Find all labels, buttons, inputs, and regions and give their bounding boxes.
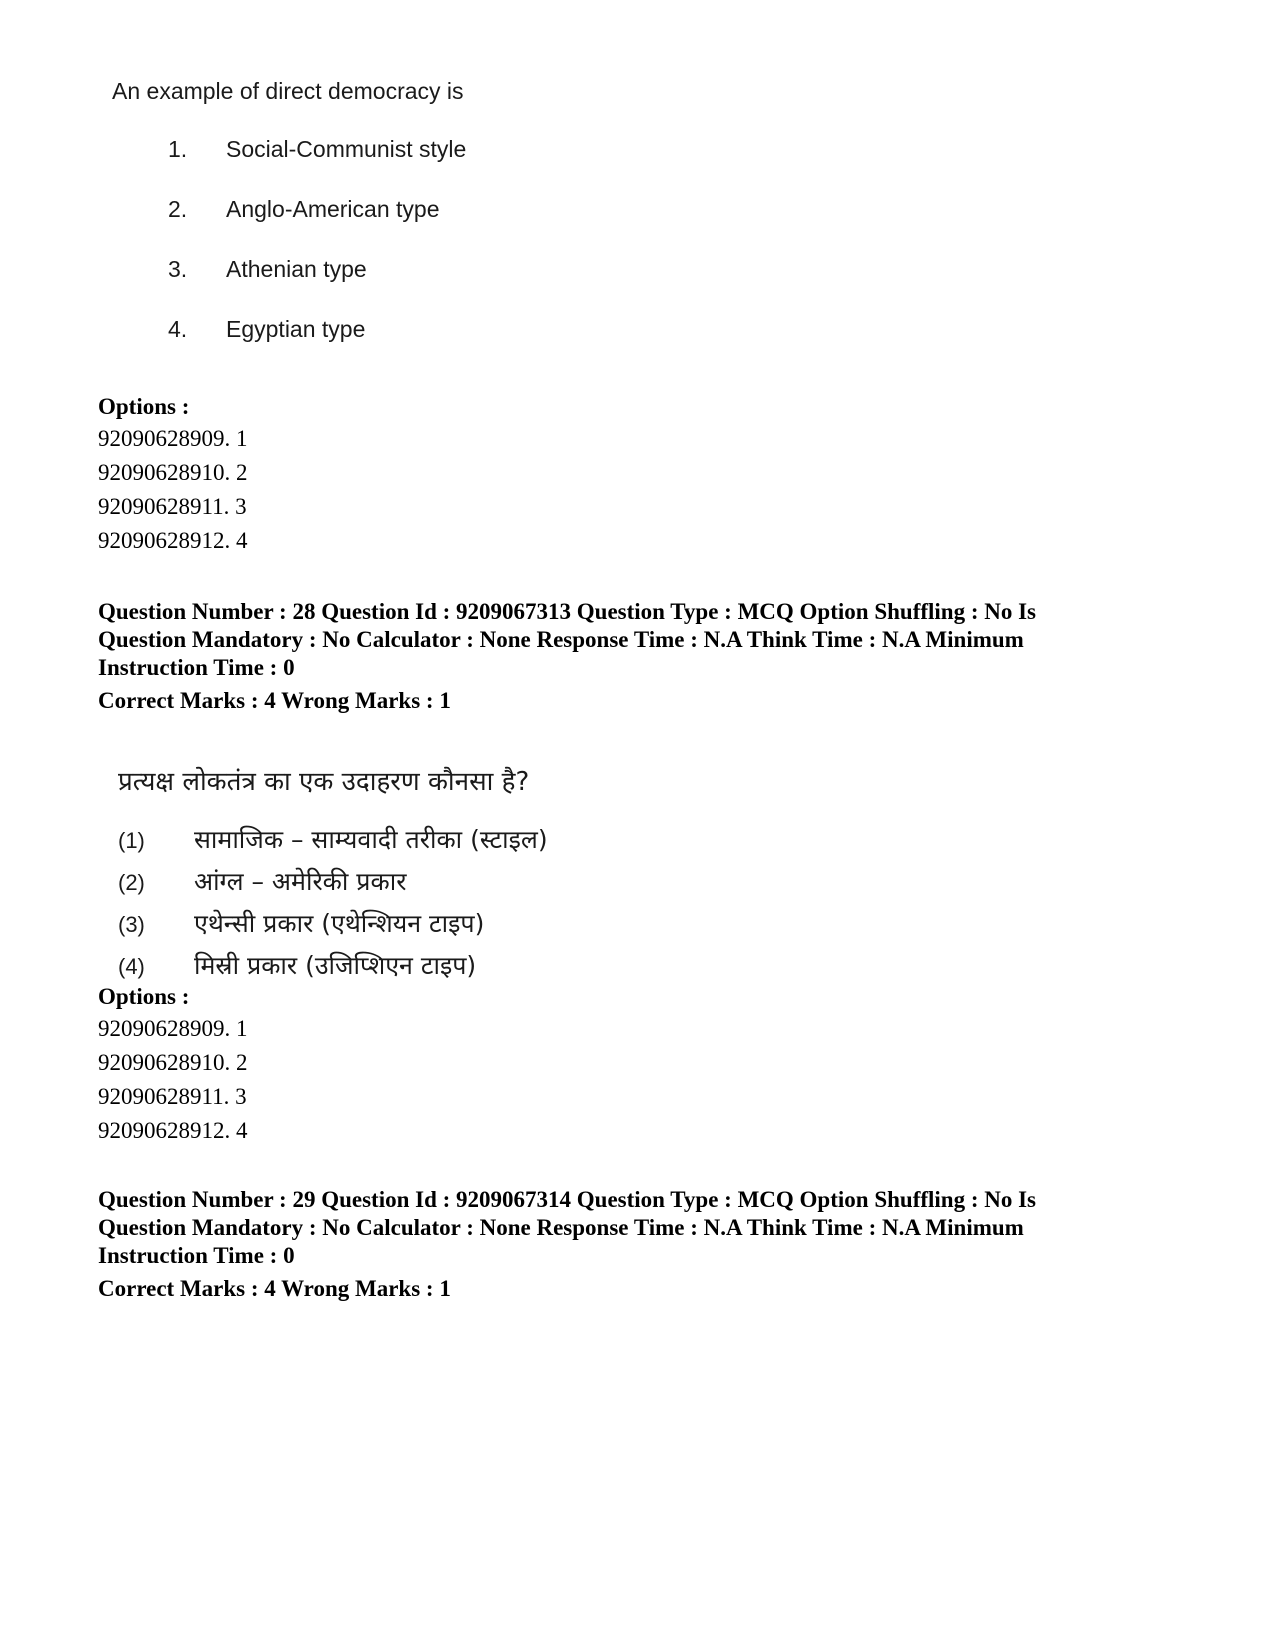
option-text: Athenian type	[226, 256, 367, 282]
question-meta-line: Question Number : 28 Question Id : 9209067313 Question Type : MCQ Option Shuffling : No Is	[98, 599, 1037, 624]
option-id-line: 92090628911. 3	[98, 494, 247, 519]
question-option-2	[168, 196, 440, 223]
option-text: मिस्री प्रकार (उजिप्शिएन टाइप)	[194, 951, 477, 980]
question-metadata	[98, 1186, 1178, 1303]
question-option-3	[168, 256, 367, 283]
option-id-line: 92090628910. 2	[98, 460, 248, 485]
option-text: Anglo-American type	[226, 196, 440, 222]
question-option-1	[168, 136, 466, 163]
question-marks: Correct Marks : 4 Wrong Marks : 1	[98, 1276, 451, 1301]
option-number: 1.	[168, 136, 188, 162]
option-number: (4)	[118, 954, 145, 979]
options-label: Options :	[98, 984, 190, 1009]
option-id-line: 92090628909. 1	[98, 1016, 248, 1041]
question-stem: प्रत्यक्ष लोकतंत्र का एक उदाहरण कौनसा है?	[118, 767, 530, 797]
options-label: Options :	[98, 394, 190, 419]
question-option-3	[118, 906, 484, 940]
question-meta-line: Question Number : 29 Question Id : 9209067314 Question Type : MCQ Option Shuffling : No Is	[98, 1187, 1037, 1212]
option-text: Egyptian type	[226, 316, 366, 342]
question-metadata	[98, 598, 1178, 715]
option-number: (1)	[118, 828, 145, 853]
question-image-english	[100, 70, 660, 370]
question-image-hindi	[100, 752, 660, 1002]
options-block	[98, 392, 1178, 558]
option-id-line: 92090628912. 4	[98, 1118, 248, 1143]
option-id-line: 92090628912. 4	[98, 528, 248, 553]
option-id-line: 92090628911. 3	[98, 1084, 247, 1109]
options-block	[98, 982, 1178, 1148]
option-text: एथेन्सी प्रकार (एथेन्शियन टाइप)	[194, 909, 485, 938]
question-meta-line: Question Mandatory : No Calculator : None Response Time : N.A Think Time : N.A Minimum	[98, 627, 1024, 652]
option-number: (2)	[118, 870, 145, 895]
option-number: (3)	[118, 912, 145, 937]
option-number: 4.	[168, 316, 188, 342]
option-number: 3.	[168, 256, 188, 282]
question-option-4	[118, 948, 476, 982]
option-id-line: 92090628909. 1	[98, 426, 248, 451]
option-id-line: 92090628910. 2	[98, 1050, 248, 1075]
question-marks: Correct Marks : 4 Wrong Marks : 1	[98, 688, 451, 713]
question-option-4	[168, 316, 365, 343]
option-text: आंग्ल – अमेरिकी प्रकार	[194, 867, 407, 896]
question-option-1	[118, 822, 548, 856]
question-meta-line: Instruction Time : 0	[98, 1243, 295, 1268]
question-stem: An example of direct democracy is	[112, 78, 464, 104]
option-text: सामाजिक – साम्यवादी तरीका (स्टाइल)	[194, 825, 548, 854]
option-text: Social-Communist style	[226, 136, 467, 162]
question-option-2	[118, 864, 406, 898]
question-meta-line: Instruction Time : 0	[98, 655, 295, 680]
question-meta-line: Question Mandatory : No Calculator : None Response Time : N.A Think Time : N.A Minimum	[98, 1215, 1024, 1240]
option-number: 2.	[168, 196, 188, 222]
